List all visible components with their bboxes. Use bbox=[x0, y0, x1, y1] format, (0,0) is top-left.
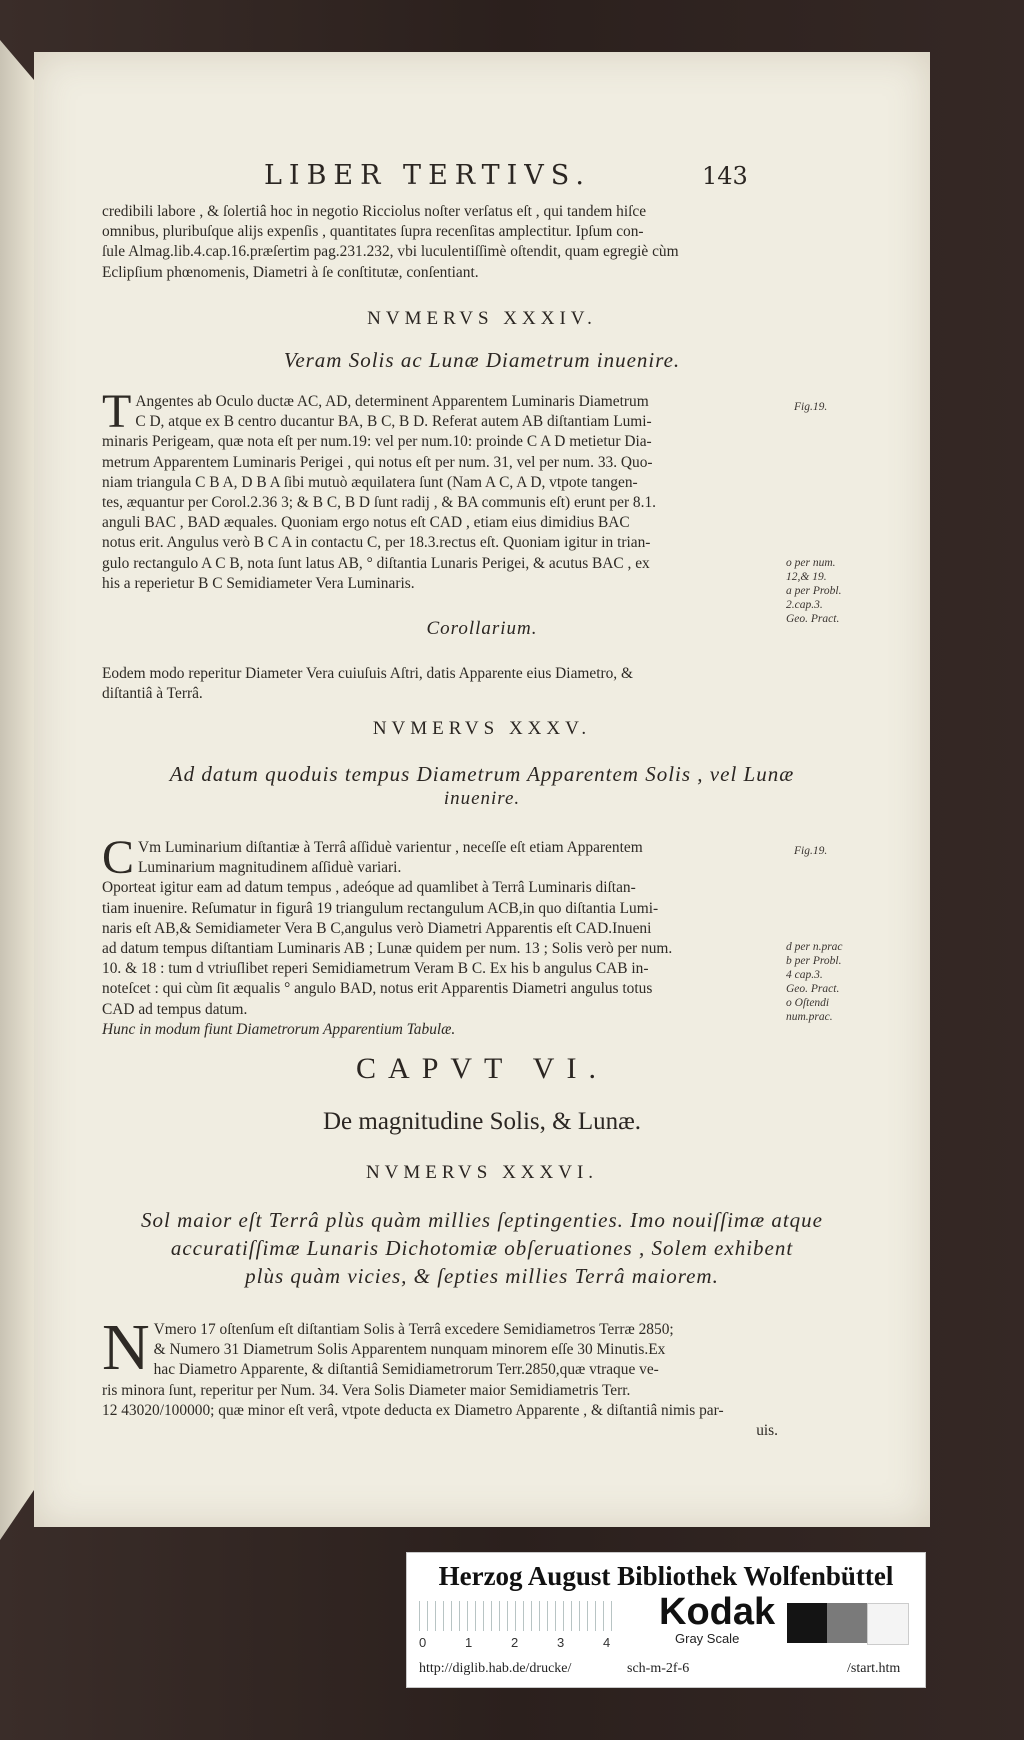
proposition-text bbox=[102, 385, 778, 594]
text-line: uis. bbox=[756, 1422, 778, 1440]
grayscale-label: Gray Scale bbox=[675, 1631, 740, 1646]
margin-note: 12,& 19. bbox=[786, 571, 827, 583]
text-line: tiam inuenire. Reſumatur in figurâ 19 triangulum rectangulum ACB,in quo diſtantia Lumi- bbox=[102, 899, 659, 917]
margin-note: o per num. bbox=[786, 557, 836, 569]
text-line: tes, æquantur per Corol.2.36 3; & B C, B D ſunt radij , & BA communis eſt) erunt per 8.1. bbox=[102, 494, 657, 512]
section-subtitle: inuenire. bbox=[443, 788, 521, 809]
text-line: hac Diametro Apparente, & diſtantiâ Semidiametrorum Terr.2850,quæ vtraque ve- bbox=[153, 1361, 659, 1379]
ruler-number: 1 bbox=[465, 1635, 473, 1650]
text-line: diſtantiâ à Terrâ. bbox=[102, 685, 203, 703]
section-subtitle: plùs quàm vicies, & ſepties millies Terrâ maiorem. bbox=[245, 1264, 719, 1288]
margin-note: Fig.19. bbox=[794, 401, 828, 413]
text-line: niam triangula C B A, D B A ſibi mutuò æquilatera ſunt (Nam A C, A D, vtpote tangen- bbox=[102, 473, 638, 491]
page-number: 143 bbox=[702, 162, 748, 190]
text-line: Hunc in modum fiunt Diametrorum Apparentium Tabulæ. bbox=[102, 1020, 456, 1038]
kodak-logo: Kodak bbox=[659, 1591, 776, 1633]
section-subtitle: Sol maior eſt Terrâ plùs quàm millies ſeptingenties. Imo nouiſſimæ atque bbox=[141, 1208, 823, 1232]
running-title: LIBER TERTIVS. bbox=[264, 160, 591, 191]
chapter-heading: CAPVT VI. bbox=[356, 1052, 608, 1085]
margin-note: d per n.prac bbox=[786, 941, 843, 953]
text-line: ris minora ſunt, reperitur per Num. 34. Vera Solis Diameter maior Semidiametris Terr. bbox=[102, 1381, 631, 1399]
text-line: ſule Almag.lib.4.cap.16.præſertim pag.231.232, vbi luculentiſſimè oſtendit, quam egregiè cùm bbox=[102, 243, 679, 261]
proposition-text bbox=[102, 831, 778, 1040]
text-line: credibili labore , & ſolertiâ hoc in negotio Ricciolus noſter verſatus eſt , qui tandem hiſce bbox=[102, 203, 647, 220]
gray-swatch bbox=[827, 1603, 867, 1643]
text-line: Luminarium magnitudinem aſſiduè variari. bbox=[138, 859, 402, 877]
margin-note: Geo. Pract. bbox=[786, 613, 840, 625]
text-line: Oporteat igitur eam ad datum tempus , adeóque ad quamlibet à Terrâ Luminaris diſtan- bbox=[102, 879, 636, 897]
section-heading: NVMERVS XXXVI. bbox=[365, 1162, 599, 1183]
signature-code: sch-m-2f-6 bbox=[627, 1661, 690, 1676]
library-url: http://diglib.hab.de/drucke/ bbox=[419, 1661, 572, 1676]
text-line: Vm Luminarium diſtantiæ à Terrâ aſſiduè varientur , neceſſe eſt etiam Apparentem bbox=[138, 839, 643, 856]
text-line: Eclipſium phœnomenis, Diametri à ſe conſtitutæ, conſentiant. bbox=[102, 263, 479, 281]
ruler-number: 0 bbox=[419, 1635, 427, 1650]
start-link: /start.htm bbox=[847, 1661, 901, 1676]
text-line: anguli BAC , BAD æquales. Quoniam ergo notus eſt CAD , etiam eius dimidius BAC bbox=[102, 514, 630, 532]
text-line: noteſcet : qui cùm ſit æqualis ° angulo BAD, notus erit Apparentis Diametri angulus totus bbox=[102, 980, 653, 998]
margin-note: o Oſtendi bbox=[786, 997, 830, 1009]
section-subtitle: Veram Solis ac Lunæ Diametrum inuenire. bbox=[283, 348, 681, 372]
text-line: minaris Perigeam, quæ nota eſt per num.19: vel per num.10: proinde C A D metietur Dia- bbox=[102, 433, 652, 451]
section-heading: NVMERVS XXXV. bbox=[372, 718, 592, 739]
text-line: CAD ad tempus datum. bbox=[102, 1000, 248, 1018]
gray-swatch bbox=[787, 1603, 827, 1643]
text-line: notus erit. Angulus verò B C A in contactu C, per 18.3.rectus eſt. Quoniam igitur in trian- bbox=[102, 534, 651, 552]
text-line: ad datum tempus diſtantiam Luminaris AB ; Lunæ quidem per num. 13 ; Solis verò per num. bbox=[102, 940, 673, 958]
ruler-number: 4 bbox=[603, 1635, 611, 1650]
margin-note: b per Probl. bbox=[786, 955, 842, 967]
chapter-title: De magnitudine Solis, & Lunæ. bbox=[322, 1108, 642, 1135]
ruler-number: 2 bbox=[511, 1635, 519, 1650]
text-line: gulo rectangulo A C B, nota ſunt latus AB, ° diſtantia Lunaris Perigei, & acutus BAC , ex bbox=[102, 554, 650, 572]
margin-note: num.prac. bbox=[786, 1011, 833, 1023]
section-subtitle: Ad datum quoduis tempus Diametrum Apparentem Solis , vel Lunæ bbox=[169, 762, 795, 786]
library-label-card bbox=[406, 1552, 926, 1688]
margin-note: 2.cap.3. bbox=[786, 599, 823, 611]
margin-note: a per Probl. bbox=[786, 585, 842, 597]
text-line: Vmero 17 oſtenſum eſt diſtantiam Solis à Terrâ excedere Semidiametros Terræ 2850; bbox=[153, 1321, 674, 1338]
section-heading: NVMERVS XXXIV. bbox=[367, 308, 597, 329]
text-line: 10. & 18 : tum d vtriuſlibet reperi Semidiametrum Veram B C. Ex his b angulus CAB in- bbox=[102, 960, 649, 978]
corollary-title: Corollarium. bbox=[426, 618, 538, 639]
scale-ruler bbox=[419, 1601, 615, 1631]
text-line: 12 43020/100000; quæ minor eſt verâ, vtpote deducta ex Diametro Apparente , & diſtantiâ nimis par- bbox=[102, 1401, 724, 1419]
text-line: his a reperietur B C Semidiameter Vera Luminaris. bbox=[102, 574, 415, 592]
drop-cap: N bbox=[102, 1311, 150, 1384]
adjacent-page-edge bbox=[0, 40, 34, 1540]
corollary-text bbox=[102, 664, 778, 704]
margin-note: Geo. Pract. bbox=[786, 983, 840, 995]
drop-cap: T bbox=[102, 385, 132, 438]
library-name: Herzog August Bibliothek Wolfenbüttel bbox=[438, 1561, 894, 1591]
book-page bbox=[34, 52, 930, 1527]
margin-note: 4 cap.3. bbox=[786, 969, 823, 981]
text-line: C D, atque ex B centro ducantur BA, B C, B D. Referat autem AB diſtantiam Lumi- bbox=[135, 413, 652, 431]
ruler-number: 3 bbox=[557, 1635, 565, 1650]
proposition-text bbox=[102, 1311, 778, 1441]
gray-swatch bbox=[867, 1603, 909, 1645]
text-line: & Numero 31 Diametrum Solis Apparentem nunquam minorem eſſe 30 Minutis.Ex bbox=[153, 1341, 666, 1359]
margin-note: Fig.19. bbox=[794, 845, 828, 857]
intro-paragraph bbox=[102, 202, 778, 283]
drop-cap: C bbox=[102, 831, 135, 884]
text-line: Angentes ab Oculo ductæ AC, AD, determinent Apparentem Luminaris Diametrum bbox=[135, 393, 649, 410]
text-line: naris eſt AB,& Semidiameter Vera B C,angulus verò Diametri Apparentis eſt CAD.Inueni bbox=[102, 919, 652, 937]
text-line: Eodem modo reperitur Diameter Vera cuiuſuis Aſtri, datis Apparente eius Diametro, & bbox=[102, 665, 633, 682]
section-subtitle: accuratiſſimæ Lunaris Dichotomiæ obſeruationes , Solem exhibent bbox=[170, 1236, 794, 1260]
text-line: omnibus, pluribuſque alijs expenſis , quantitates ſupra recenſitas amplectitur. Ipſum con- bbox=[102, 223, 644, 241]
text-line: metrum Apparentem Luminaris Perigei , qui notus eſt per num. 31, vel per num. 33. Quo- bbox=[102, 453, 653, 471]
